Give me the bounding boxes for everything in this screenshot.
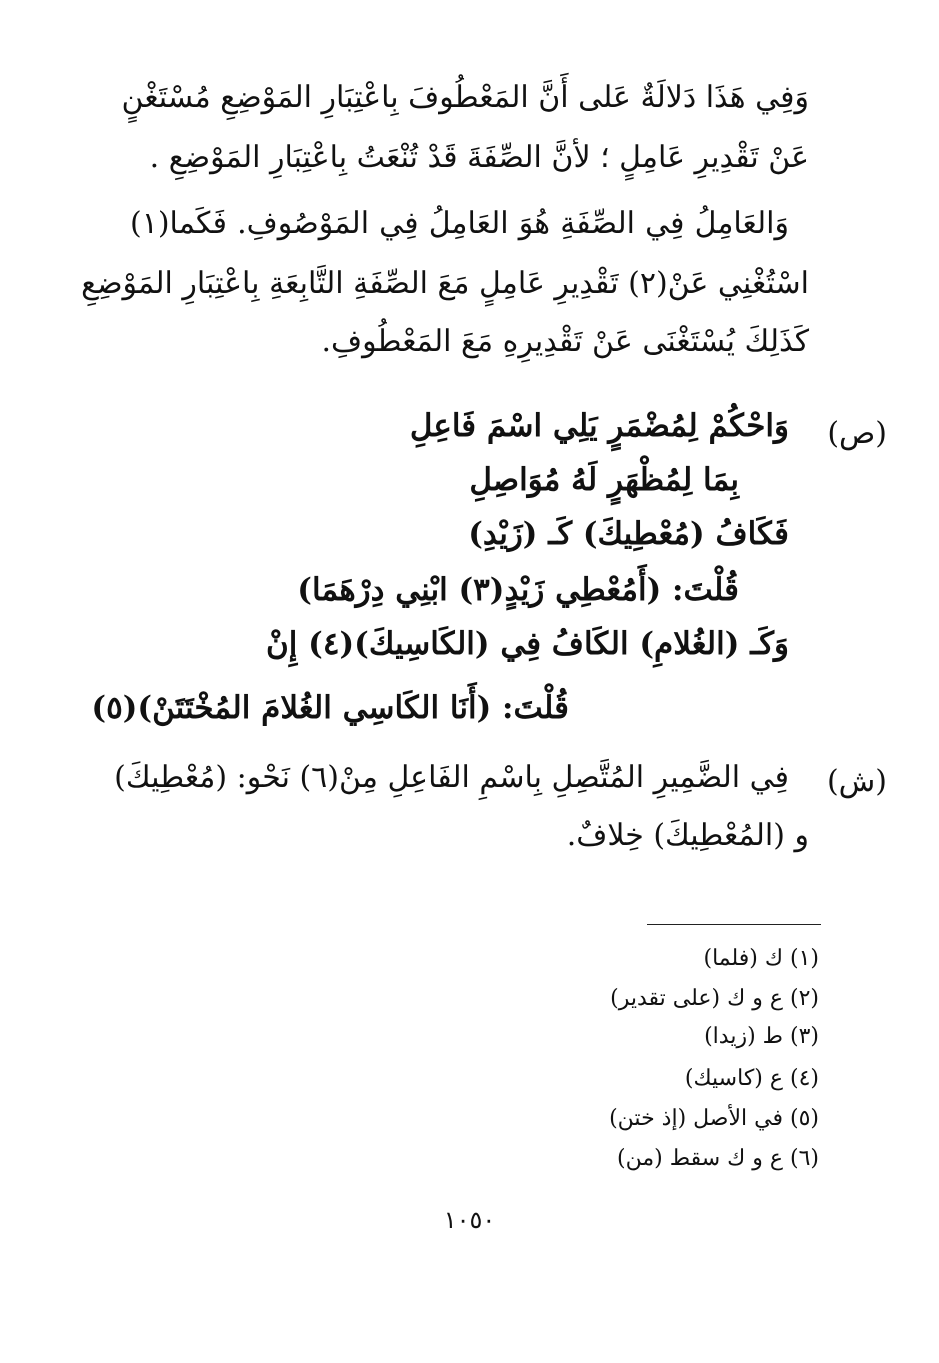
footnote-3: (٣) ط (زيدا) <box>704 1024 819 1049</box>
paragraph1-line2: عَنْ تَقْدِيرِ عَامِلٍ ؛ لأنَّ الصِّفَةَ قَدْ تُنْعَتُ بِاعْتِبَارِ المَوْضِعِ . <box>149 140 809 175</box>
page-number: ١٠٥٠ <box>443 1206 496 1234</box>
footnote-1: (١) ك (فلما) <box>703 946 819 971</box>
verse-line-1: وَاحْكُمْ لِمُضْمَرٍ يَلِي اسْمَ فَاعِلِ <box>409 408 789 444</box>
paragraph2-line3: كَذَلِكَ يُسْتَغْنَى عَنْ تَقْدِيرِهِ مَعَ المَعْطُوفِ. <box>321 324 809 359</box>
verse-line-4: قُلْتَ: (أَمُعْطِي زَيْدٍ(٣) ابْنِي دِرْهَمَا) <box>297 572 739 608</box>
paragraph2-line1: وَالعَامِلُ فِي الصِّفَةِ هُوَ العَامِلُ فِي المَوْصُوفِ. فَكَما(١) <box>130 206 789 241</box>
verse-line-2: بِمَا لِمُظْهَرٍ لَهُ مُوَاصِلِ <box>469 462 739 498</box>
sharh-line-1: فِي الضَّمِيرِ المُتَّصِلِ بِاسْمِ الفَاعِلِ مِنْ(٦) نَحْو: (مُعْطِيكَ) <box>114 760 789 795</box>
sharh-marker: (ش) <box>826 764 887 799</box>
footnote-rule <box>647 924 821 925</box>
verse-marker: (ص) <box>827 416 887 451</box>
verse-line-5: وَكَـ (الغُلامِ) الكَافُ فِي (الكَاسِيكَ)(٤) إِنْ <box>265 626 789 662</box>
paragraph1-line1: وَفِي هَذَا دَلالَةٌ عَلى أَنَّ المَعْطُوفَ بِاعْتِبَارِ المَوْضِعِ مُسْتَغْنٍ <box>121 80 809 115</box>
verse-line-6: قُلْتَ: (أَنَا الكَاسِي الغُلامَ المُخْتَتَنْ)(٥) <box>91 690 569 726</box>
verse-line-3: فَكَافُ (مُعْطِيكَ) كَـ (زَيْدِ) <box>468 516 789 552</box>
footnote-6: (٦) ع و ك سقط (من) <box>617 1146 819 1171</box>
paragraph2-line2: اسْتُغْنِي عَنْ(٢) تَقْدِيرِ عَامِلٍ مَعَ الصِّفَةِ التَّابِعَةِ بِاعْتِبَارِ المَوْضِعِ <box>81 266 809 301</box>
sharh-line-2: و (المُعْطِيكَ) خِلافٌ. <box>566 818 809 853</box>
footnote-5: (٥) في الأصل (إذ ختن) <box>609 1106 819 1131</box>
footnote-2: (٢) ع و ك (على تقدير) <box>610 986 819 1011</box>
footnote-4: (٤) ع (كاسيك) <box>684 1066 819 1091</box>
